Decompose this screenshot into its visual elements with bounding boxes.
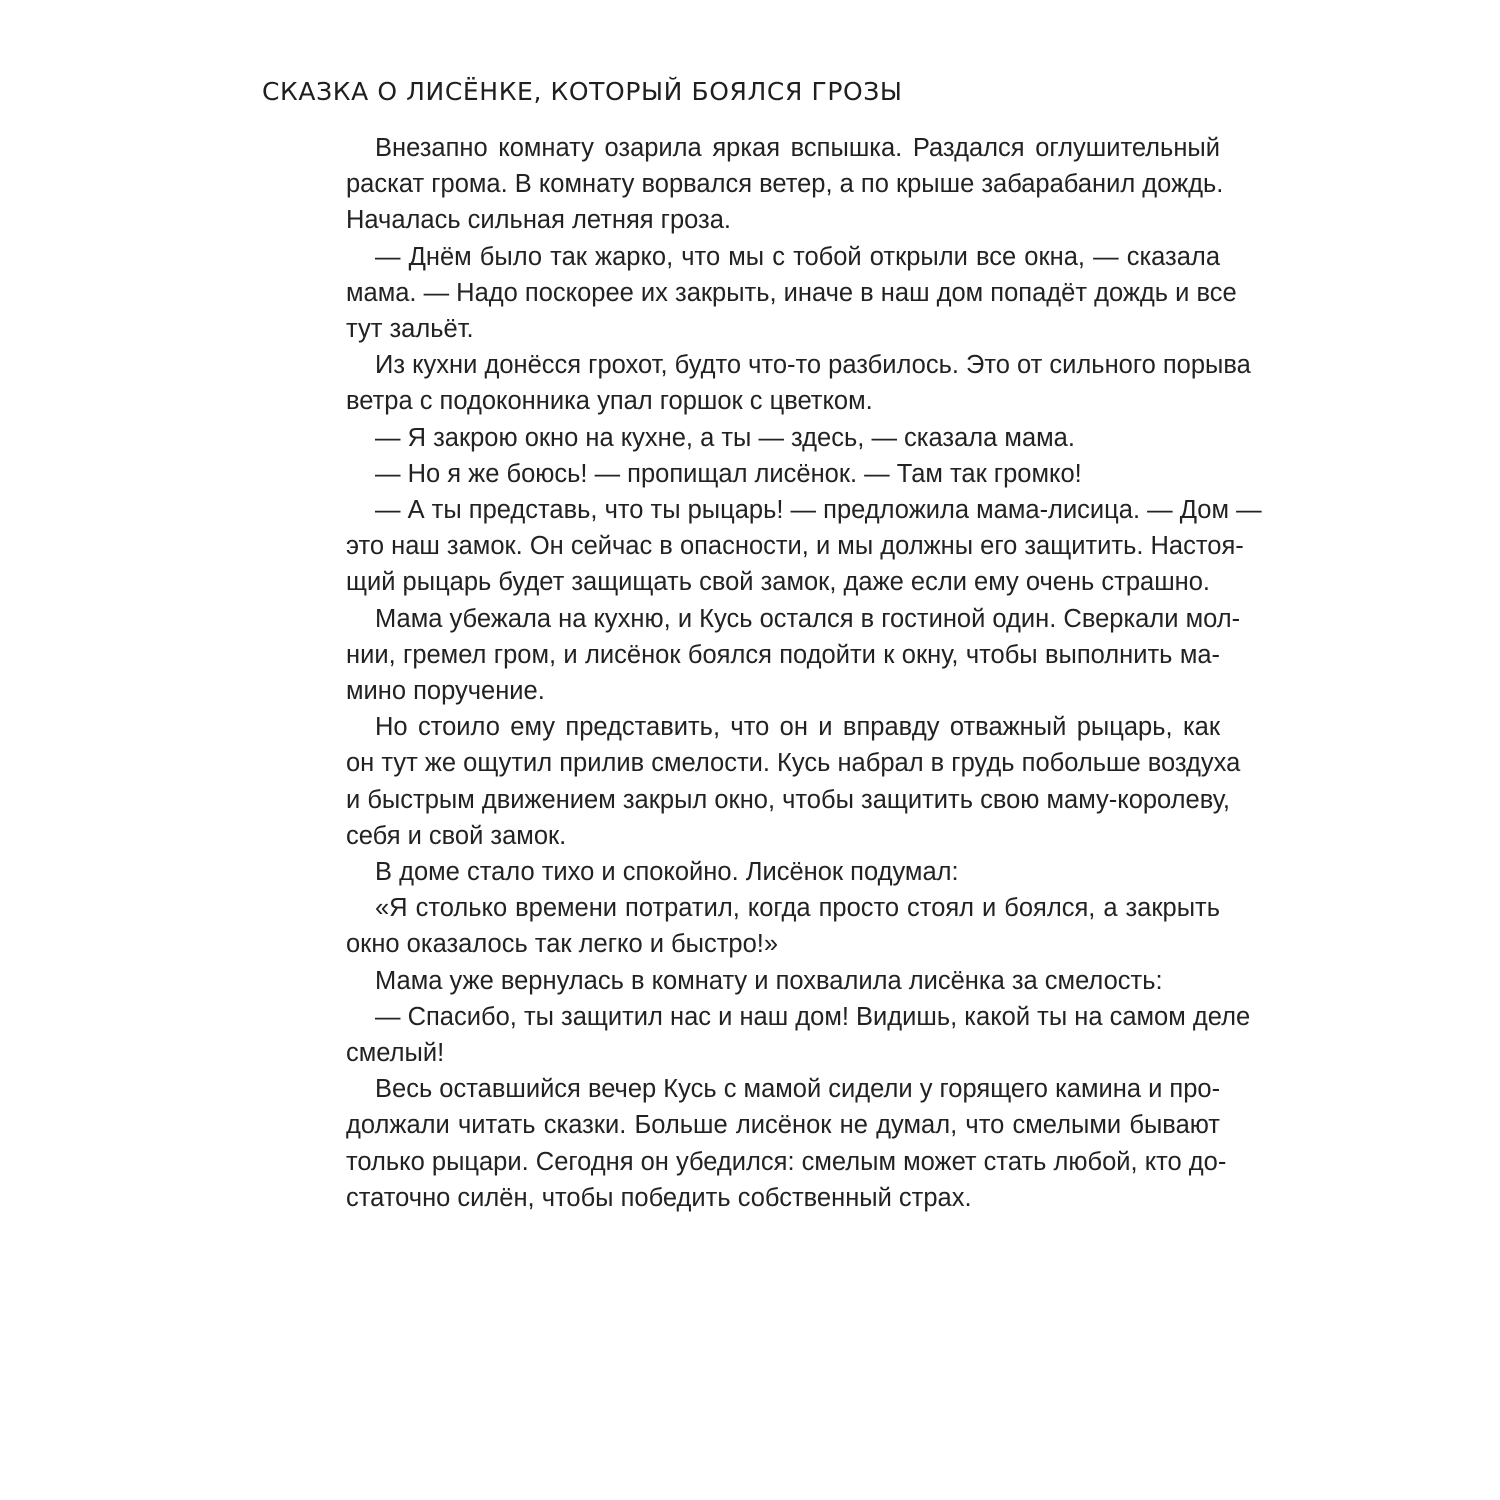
story-line: «Я столько времени потратил, когда просто стоял и боялся, а закрыть bbox=[375, 894, 1220, 923]
story-line: В доме стало тихо и спокойно. Лисёнок подумал: bbox=[375, 858, 959, 887]
story-paragraph bbox=[317, 492, 1262, 601]
story-line: — А ты представь, что ты рыцарь! — предложила мама-лисица. — Дом — bbox=[375, 496, 1262, 525]
story-paragraph bbox=[317, 1071, 1227, 1216]
story-paragraph bbox=[317, 456, 1220, 492]
story-line: мама. — Надо поскорее их закрыть, иначе в наш дом попадёт дождь и все bbox=[346, 278, 1237, 307]
story-line: — Но я же боюсь! — пропищал лисёнок. — Там так громко! bbox=[375, 459, 1082, 488]
story-line: — Я закрою окно на кухне, а ты — здесь, — сказала мама. bbox=[375, 423, 1075, 452]
story-line: Но стоило ему представить, что он и вправду отважный рыцарь, как bbox=[375, 713, 1220, 742]
story-paragraph bbox=[317, 709, 1241, 854]
story-line: только рыцари. Сегодня он убедился: смелым может стать любой, кто до- bbox=[346, 1147, 1227, 1176]
story-line: окно оказалось так легко и быстро!» bbox=[346, 930, 779, 959]
story-text bbox=[317, 130, 1262, 1216]
story-paragraph bbox=[317, 601, 1241, 710]
story-paragraph bbox=[317, 999, 1251, 1071]
story-line: Из кухни донёсся грохот, будто что-то разбилось. Это от сильного порыва bbox=[375, 351, 1251, 380]
story-line: Мама уже вернулась в комнату и похвалила лисёнка за смелость: bbox=[375, 966, 1163, 995]
story-line: Началась сильная летняя гроза. bbox=[346, 206, 732, 235]
story-line: тут зальёт. bbox=[346, 315, 474, 344]
story-paragraph bbox=[317, 347, 1251, 419]
story-line: это наш замок. Он сейчас в опасности, и мы должны его защитить. Настоя- bbox=[346, 532, 1244, 561]
story-paragraph bbox=[317, 239, 1237, 348]
story-paragraph bbox=[317, 130, 1224, 239]
story-line: и быстрым движением закрыл окно, чтобы защитить свою маму-королеву, bbox=[346, 785, 1231, 814]
story-paragraph bbox=[317, 420, 1220, 456]
story-line: мино поручение. bbox=[346, 677, 545, 706]
story-line: раскат грома. В комнату ворвался ветер, а по крыше забарабанил дождь. bbox=[346, 170, 1224, 199]
story-line: статочно силён, чтобы победить собственный страх. bbox=[346, 1183, 972, 1212]
story-line: он тут же ощутил прилив смелости. Кусь набрал в грудь побольше воздуха bbox=[346, 749, 1241, 778]
story-line: нии, гремел гром, и лисёнок боялся подойти к окну, чтобы выполнить ма- bbox=[346, 640, 1221, 669]
story-line: Весь оставшийся вечер Кусь с мамой сидели у горящего камина и про- bbox=[375, 1075, 1221, 1104]
story-paragraph bbox=[317, 854, 1220, 890]
story-line: смелый! bbox=[346, 1039, 445, 1068]
story-line: должали читать сказки. Больше лисёнок не думал, что смелыми бывают bbox=[346, 1111, 1220, 1140]
story-line: себя и свой замок. bbox=[346, 821, 567, 850]
story-line: Мама убежала на кухню, и Кусь остался в гостиной один. Сверкали мол- bbox=[375, 604, 1241, 633]
story-line: Внезапно комнату озарила яркая вспышка. Раздался оглушительный bbox=[375, 134, 1220, 162]
running-header-title: СКАЗКА О ЛИСЁНКЕ, КОТОРЫЙ БОЯЛСЯ ГРОЗЫ bbox=[262, 77, 903, 106]
story-line: — Спасибо, ты защитил нас и наш дом! Видишь, какой ты на самом деле bbox=[375, 1002, 1251, 1031]
story-paragraph bbox=[317, 890, 1220, 962]
story-line: ветра с подоконника упал горшок с цветком. bbox=[346, 387, 873, 416]
story-line: — Днём было так жарко, что мы с тобой открыли все окна, — сказала bbox=[375, 242, 1220, 271]
story-paragraph bbox=[317, 963, 1220, 999]
story-line: щий рыцарь будет защищать свой замок, даже если ему очень страшно. bbox=[346, 568, 1211, 597]
